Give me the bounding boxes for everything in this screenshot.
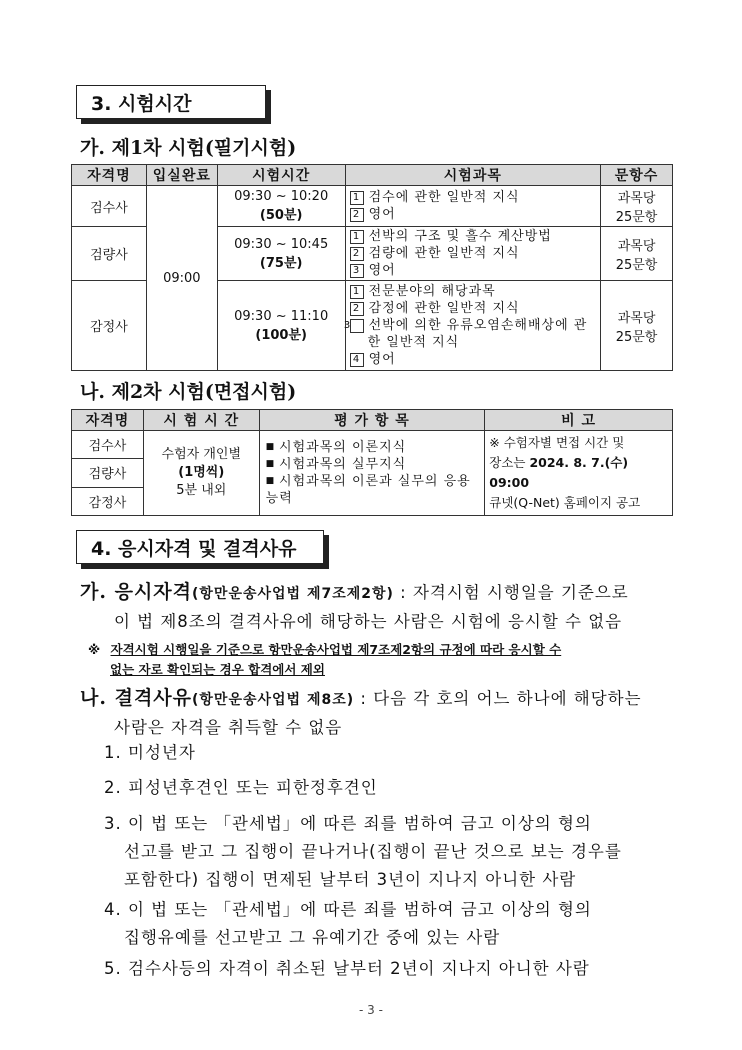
qual-cell: 감정사 bbox=[72, 487, 144, 515]
table-row bbox=[72, 431, 673, 459]
header-qual: 자격명 bbox=[72, 410, 144, 431]
list-item: ■ 시험과목의 이론과 실무의 응용능력 bbox=[266, 473, 479, 507]
qualification-note: ※ 자격시험 시행일을 기준으로 항만운송사업법 제7조제2항의 규정에 따라 응시할 수 없는 자로 확인되는 경우 합격에서 제외 bbox=[88, 642, 562, 677]
interview-time-cell: 수험자 개인별 (1명씩) 5분 내외 bbox=[143, 431, 259, 516]
list-item: ■ 시험과목의 이론지식 bbox=[266, 439, 479, 456]
time-cell: 09:30 ~ 11:10 (100분) bbox=[217, 281, 345, 371]
header-subjects: 시험과목 bbox=[345, 165, 601, 186]
list-item: 4. 이 법 또는 「관세법」에 따른 죄를 범하여 금고 이상의 형의 집행유예를 선고받고 그 유예기간 중에 있는 사람 bbox=[104, 900, 592, 947]
exam2-table bbox=[71, 409, 673, 516]
section-3-title: 3. 시험시간 bbox=[76, 85, 266, 119]
exam1-header-row bbox=[72, 165, 673, 186]
time-cell: 09:30 ~ 10:20 (50분) bbox=[217, 186, 345, 227]
header-time: 시 험 시 간 bbox=[143, 410, 259, 431]
qualification-para: 가. 응시자격(항만운송사업법 제7조제2항) : 자격시험 시행일을 기준으로 이 법 제8조의 결격사유에 해당하는 사람은 시험에 응시할 수 없음 bbox=[80, 581, 629, 631]
table-row bbox=[72, 186, 673, 227]
time-cell: 09:30 ~ 10:45 (75분) bbox=[217, 227, 345, 281]
qual-cell: 검량사 bbox=[72, 459, 144, 487]
qual-cell: 검수사 bbox=[72, 186, 147, 227]
qual-cell: 검량사 bbox=[72, 227, 147, 281]
page-number: - 3 - bbox=[359, 1003, 383, 1017]
header-qual: 자격명 bbox=[72, 165, 147, 186]
exam1-title: 가. 제1차 시험(필기시험) bbox=[80, 137, 297, 159]
disqualification-para: 나. 결격사유(항만운송사업법 제8조) : 다음 각 호의 어느 하나에 해당하는 사람은 자격을 취득할 수 없음 bbox=[80, 687, 642, 737]
note-cell: ※ 수험자별 면접 시간 및 장소는 2024. 8. 7.(수) 09:00 큐넷(Q-Net) 홈페이지 공고 bbox=[485, 431, 673, 516]
list-item: 2. 피성년후견인 또는 피한정후견인 bbox=[104, 778, 378, 797]
qual-cell: 감정사 bbox=[72, 281, 147, 371]
section-4-title: 4. 응시자격 및 결격사유 bbox=[76, 530, 324, 564]
count-cell: 과목당 25문항 bbox=[601, 281, 673, 371]
list-item: 3. 이 법 또는 「관세법」에 따른 죄를 범하여 금고 이상의 형의 선고를 받고 그 집행이 끝나거나(집행이 끝난 것으로 보는 경우를 포함한다) 집행이 면제된 날부터 3년이 지나지 아니한 사람 bbox=[104, 814, 622, 889]
header-count: 문항수 bbox=[601, 165, 673, 186]
subjects-cell: 1 선박의 구조 및 흘수 계산방법 2 검량에 관한 일반적 지식 3 영어 bbox=[345, 227, 601, 281]
subjects-cell: 1 검수에 관한 일반적 지식 2 영어 bbox=[345, 186, 601, 227]
count-cell: 과목당 25문항 bbox=[601, 186, 673, 227]
header-note: 비 고 bbox=[485, 410, 673, 431]
header-eval: 평 가 항 목 bbox=[259, 410, 485, 431]
exam2-title: 나. 제2차 시험(면접시험) bbox=[80, 381, 297, 403]
qual-cell: 검수사 bbox=[72, 431, 144, 459]
list-item: ■ 시험과목의 실무지식 bbox=[266, 456, 479, 473]
count-cell: 과목당 25문항 bbox=[601, 227, 673, 281]
exam1-table bbox=[71, 164, 673, 371]
list-item: 5. 검수사등의 자격이 취소된 날부터 2년이 지나지 아니한 사람 bbox=[104, 959, 590, 978]
entry-time-cell: 09:00 bbox=[146, 186, 217, 371]
header-time: 시험시간 bbox=[217, 165, 345, 186]
subjects-cell: 1 전문분야의 해당과목 2 감정에 관한 일반적 지식 3 선박에 의한 유류오염손해배상에 관한 일반적 지식 4 영어 bbox=[345, 281, 601, 371]
exam2-header-row bbox=[72, 410, 673, 431]
header-entry: 입실완료 bbox=[146, 165, 217, 186]
eval-items-cell bbox=[259, 431, 485, 516]
list-item: 1. 미성년자 bbox=[104, 743, 196, 762]
